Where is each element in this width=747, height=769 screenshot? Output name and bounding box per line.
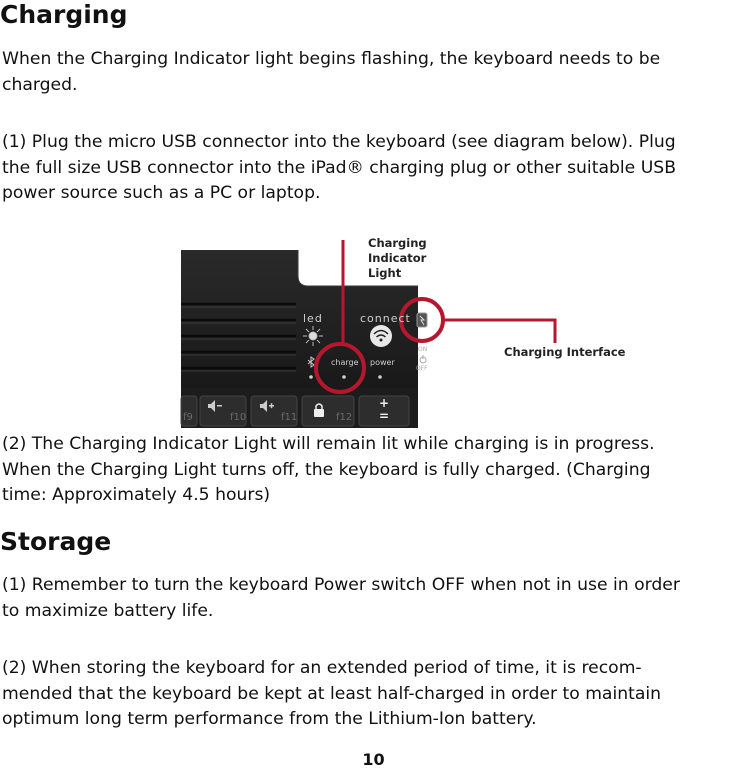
callout-line: Charging bbox=[368, 236, 427, 250]
text-line: charged. bbox=[2, 74, 78, 95]
key-led-label: led bbox=[303, 312, 323, 325]
text-line: (1) Plug the micro USB connector into the keyboard (see diagram below). Plug bbox=[2, 132, 676, 152]
text-line: When the Charging Indicator light begins flashing, the keyboard needs to be bbox=[2, 49, 661, 69]
section-heading-charging: Charging bbox=[0, 0, 128, 29]
text-line: power source such as a PC or laptop. bbox=[2, 183, 321, 203]
storage-step-2 bbox=[2, 656, 747, 733]
callout-line: Light bbox=[368, 266, 402, 280]
text-line: to maximize battery life. bbox=[2, 600, 214, 621]
key-power-label: power bbox=[370, 358, 395, 367]
text-line: optimum long term performance from the Lithium-Ion battery. bbox=[2, 709, 537, 729]
led-icon bbox=[303, 326, 323, 346]
text-line: (2) The Charging Indicator Light will remain lit while charging is in progress. bbox=[2, 434, 655, 454]
power-switch bbox=[420, 355, 426, 363]
charging-step-1 bbox=[2, 130, 747, 207]
text-line: mended that the keyboard be kept at least half-charged in order to maintain bbox=[2, 683, 662, 704]
key-f10-label: f10 bbox=[230, 412, 247, 423]
page-number: 10 bbox=[362, 750, 385, 769]
text-line: time: Approximately 4.5 hours) bbox=[2, 485, 271, 505]
keyboard-diagram bbox=[178, 236, 626, 436]
wifi-icon bbox=[370, 325, 392, 347]
switch-off-label: OFF bbox=[416, 365, 428, 372]
usb-port-icon bbox=[417, 313, 427, 327]
charging-intro bbox=[2, 47, 747, 98]
key-f9-label: f9 bbox=[183, 412, 193, 423]
interface-leader-line bbox=[443, 320, 555, 343]
text-line: the full size USB connector into the iPad® charging plug or other suitable USB bbox=[2, 157, 676, 178]
key-plus-label: + bbox=[379, 396, 390, 410]
key-f12-label: f12 bbox=[336, 412, 353, 423]
text-line: (1) Remember to turn the keyboard Power switch OFF when not in use in order bbox=[2, 575, 680, 595]
text-line: (2) When storing the keyboard for an extended period of time, it is recom- bbox=[2, 658, 642, 678]
storage-step-1 bbox=[2, 573, 747, 624]
switch-on-label: ON bbox=[418, 346, 428, 353]
key-charge-label: charge bbox=[331, 358, 359, 367]
callout-charging-indicator-light bbox=[368, 236, 427, 281]
key-f11-label: f11 bbox=[281, 412, 298, 423]
callout-line: Indicator bbox=[368, 251, 427, 265]
key-connect-label: connect bbox=[360, 312, 411, 325]
key-equals-label: = bbox=[379, 409, 390, 423]
section-heading-storage: Storage bbox=[0, 527, 112, 556]
callout-charging-interface: Charging Interface bbox=[504, 345, 626, 359]
text-line: When the Charging Light turns off, the keyboard is fully charged. (Charging bbox=[2, 459, 651, 480]
charging-step-2 bbox=[2, 432, 747, 509]
